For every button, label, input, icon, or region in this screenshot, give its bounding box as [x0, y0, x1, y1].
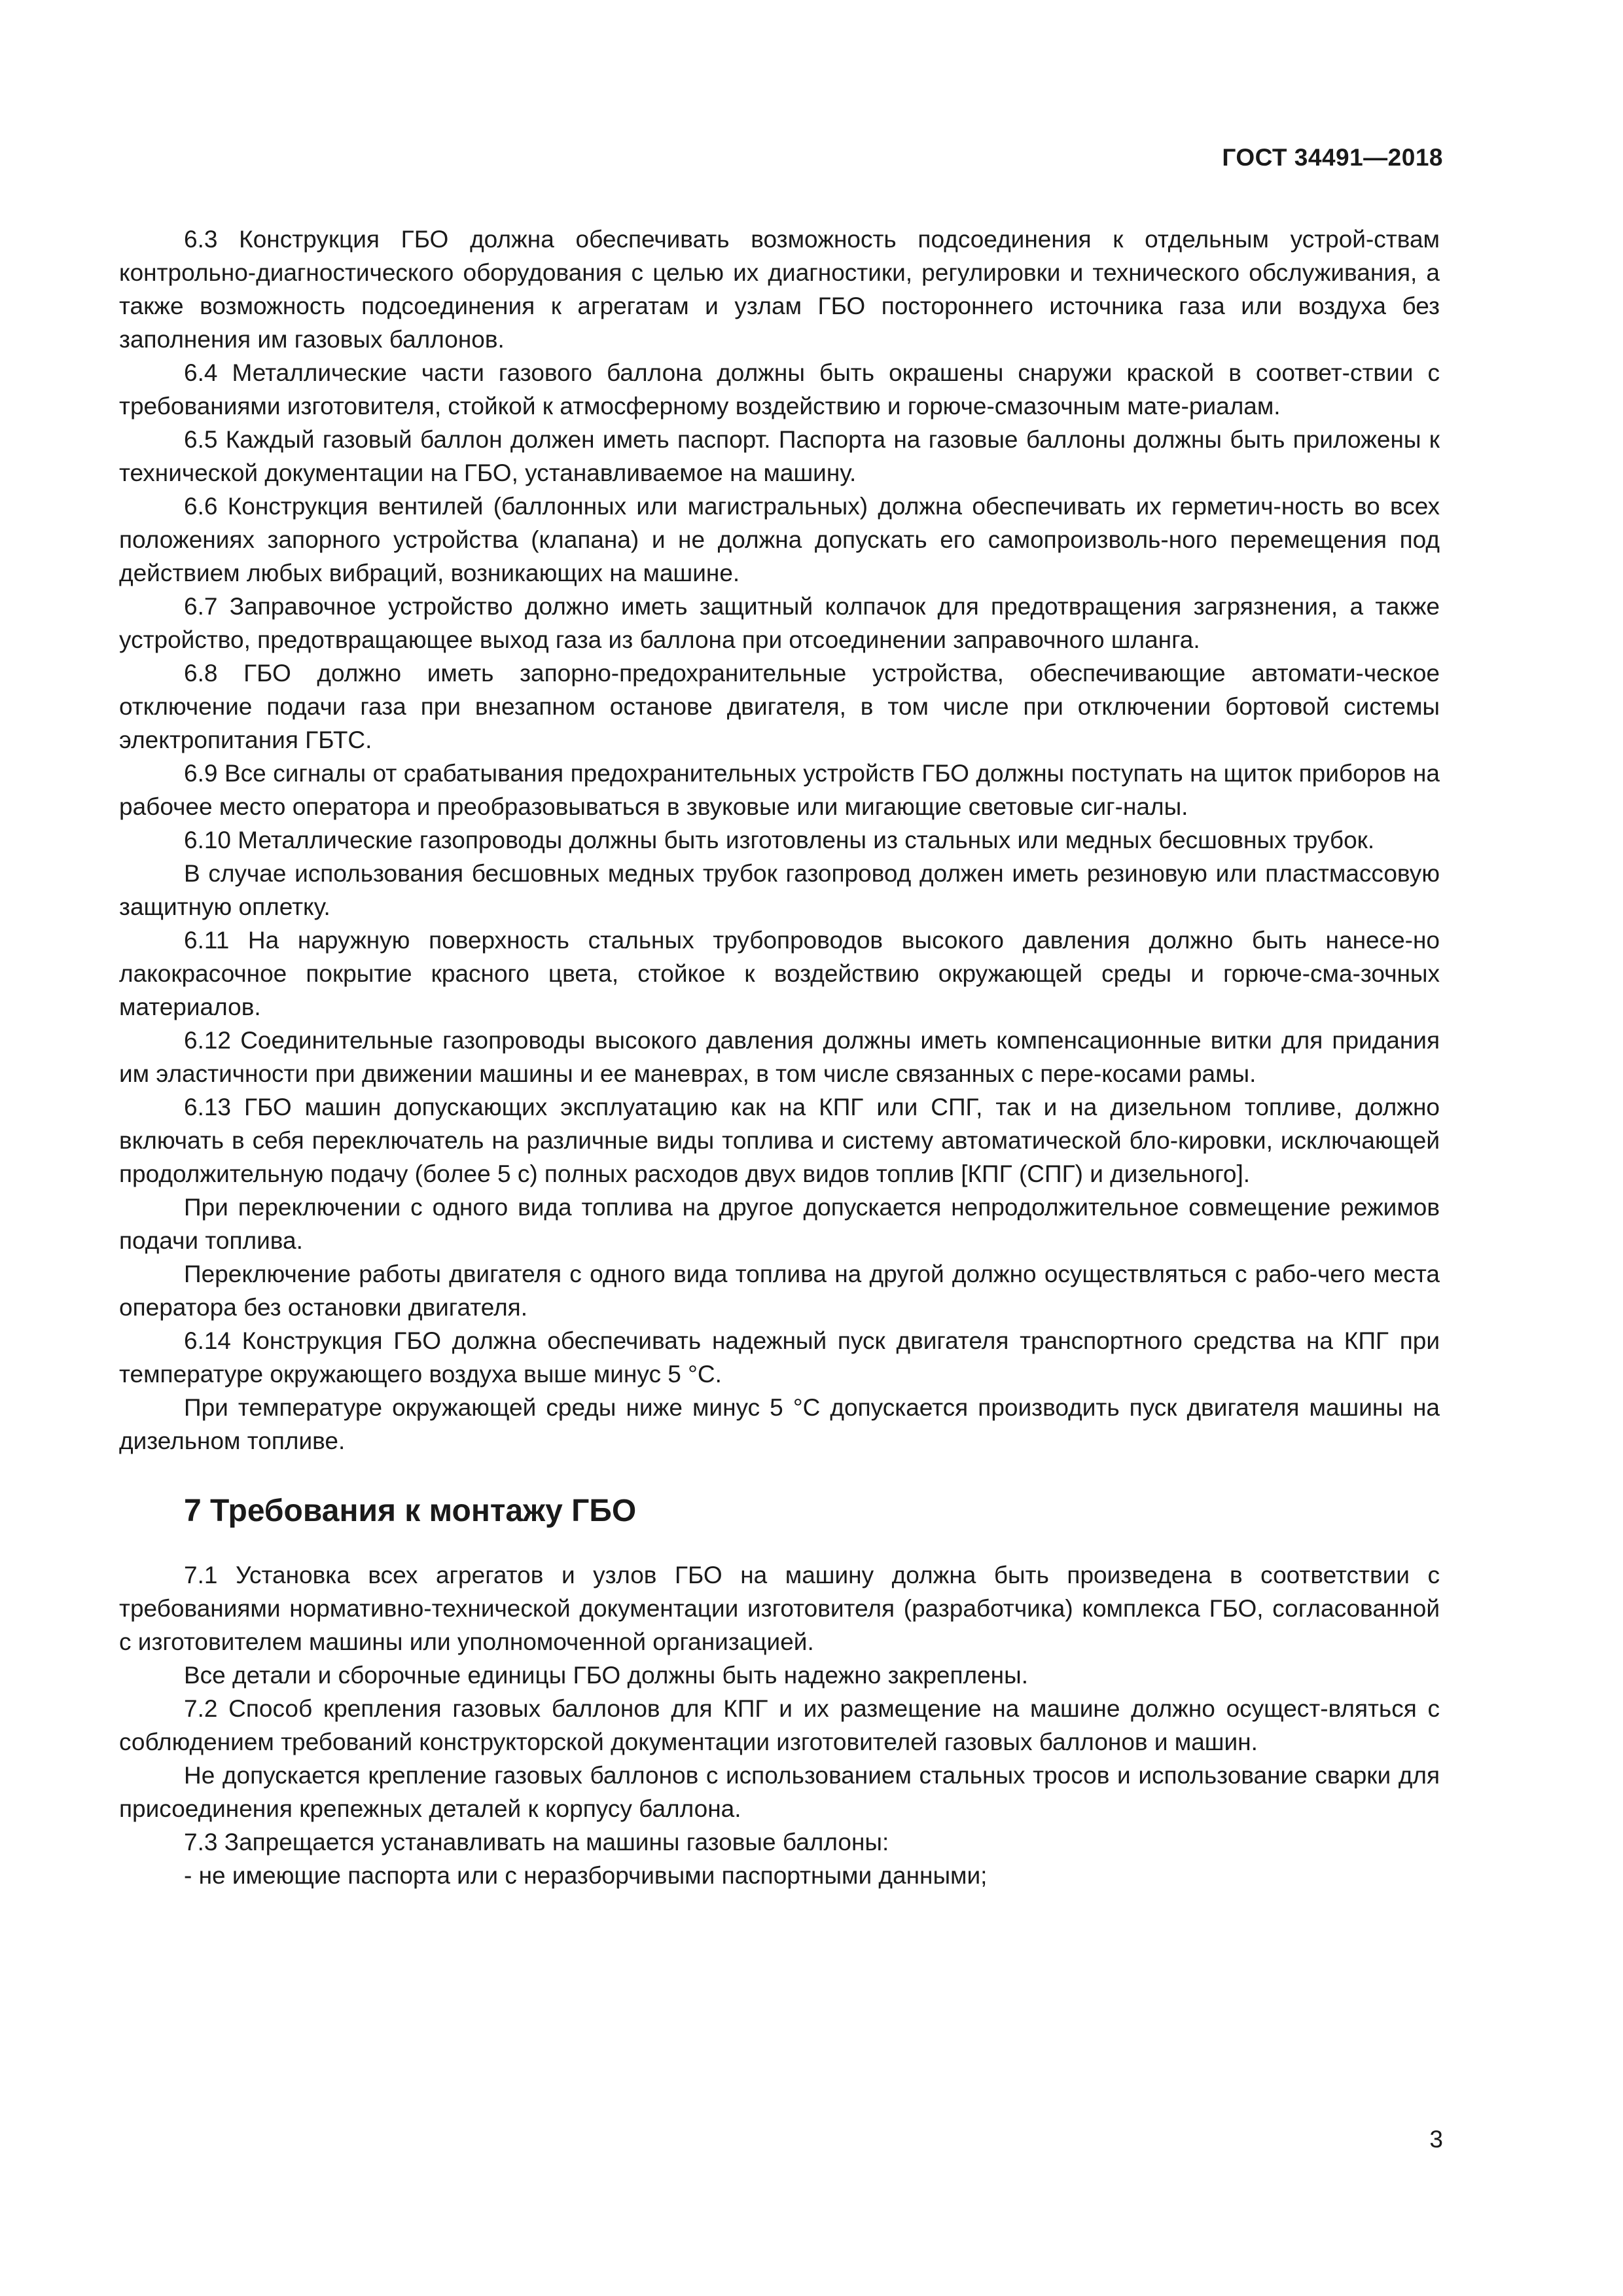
- paragraph-6-8: 6.8 ГБО должно иметь запорно-предохранительные устройства, обеспечивающие автомати-ческое отключение подачи газа при внезапном останове двигателя, в том числе при отключении бортовой системы электропитания ГБТС.: [119, 660, 1447, 753]
- paragraph-6-3: 6.3 Конструкция ГБО должна обеспечивать возможность подсоединения к отдельным устрой-ствам контрольно-диагностического оборудования с целью их диагностики, регулировки и технического обслуживания, а также возможность подсоединения к агрегатам и узлам ГБО постороннего источника газа или воздуха без заполнения им газовых баллонов.: [119, 226, 1447, 353]
- paragraph-7-1: 7.1 Установка всех агрегатов и узлов ГБО на машину должна быть произведена в соответствии с требованиями нормативно-технической документации изготовителя (разработчика) комплекса ГБО, согласованной с изготовителем машины или уполномоченной организацией.: [119, 1562, 1447, 1655]
- list-item-7-3-1: - не имеющие паспорта или с неразборчивыми паспортными данными;: [184, 1862, 988, 1889]
- paragraph-7-1-note: Все детали и сборочные единицы ГБО должны быть надежно закреплены.: [184, 1662, 1028, 1689]
- paragraph-6-13-note-1: При переключении с одного вида топлива на другое допускается непродолжительное совмещение режимов подачи топлива.: [119, 1194, 1447, 1254]
- paragraph-7-3: 7.3 Запрещается устанавливать на машины газовые баллоны:: [184, 1829, 889, 1856]
- paragraph-6-13: 6.13 ГБО машин допускающих эксплуатацию как на КПГ или СПГ, так и на дизельном топливе, должно включать в себя переключатель на различные виды топлива и систему автоматической бло-кировки, исключающей продолжительную подачу (более 5 с) полных расходов двух видов топлив [КПГ (СПГ) и дизельного].: [119, 1094, 1447, 1187]
- section-7-heading: 7 Требования к монтажу ГБО: [184, 1494, 637, 1528]
- paragraph-6-7: 6.7 Заправочное устройство должно иметь защитный колпачок для предотвращения загрязнения, а также устройство, предотвращающее выход газа из баллона при отсоединении заправочного шланга.: [119, 593, 1447, 653]
- page-number: 3: [1429, 2126, 1443, 2153]
- paragraph-7-2-note: Не допускается крепление газовых баллонов с использованием стальных тросов и использование сварки для присоединения крепежных деталей к корпусу баллона.: [119, 1762, 1447, 1822]
- paragraph-6-10: 6.10 Металлические газопроводы должны быть изготовлены из стальных или медных бесшовных трубок.: [184, 827, 1375, 853]
- paragraph-6-13-note-2: Переключение работы двигателя с одного вида топлива на другой должно осуществляться с рабо-чего места оператора без остановки двигателя.: [119, 1261, 1447, 1321]
- paragraph-6-14: 6.14 Конструкция ГБО должна обеспечивать надежный пуск двигателя транспортного средства на КПГ при температуре окружающего воздуха выше минус 5 °С.: [119, 1327, 1447, 1388]
- paragraph-6-4: 6.4 Металлические части газового баллона должны быть окрашены снаружи краской в соответ-ствии с требованиями изготовителя, стойкой к атмосферному воздействию и горюче-смазочным мате-риалам.: [119, 359, 1447, 420]
- paragraph-7-2: 7.2 Способ крепления газовых баллонов для КПГ и их размещение на машине должно осущест-вляться с соблюдением требований конструкторской документации изготовителей газовых баллонов и машин.: [119, 1695, 1447, 1755]
- paragraph-6-14-note: При температуре окружающей среды ниже минус 5 °С допускается производить пуск двигателя машины на дизельном топливе.: [119, 1394, 1447, 1454]
- paragraph-6-5: 6.5 Каждый газовый баллон должен иметь паспорт. Паспорта на газовые баллоны должны быть приложены к технической документации на ГБО, устанавливаемое на машину.: [119, 426, 1447, 486]
- document-body: [119, 223, 1447, 1892]
- paragraph-6-9: 6.9 Все сигналы от срабатывания предохранительных устройств ГБО должны поступать на щиток приборов на рабочее место оператора и преобразовываться в звуковые или мигающие световые сиг-налы.: [119, 760, 1447, 820]
- document-code: ГОСТ 34491—2018: [1222, 144, 1443, 171]
- paragraph-6-12: 6.12 Соединительные газопроводы высокого давления должны иметь компенсационные витки для придания им эластичности при движении машины и ее маневрах, в том числе связанных с пере-косами рамы.: [119, 1027, 1447, 1087]
- paragraph-6-10-note: В случае использования бесшовных медных трубок газопровод должен иметь резиновую или пластмассовую защитную оплетку.: [119, 860, 1447, 920]
- paragraph-6-11: 6.11 На наружную поверхность стальных трубопроводов высокого давления должно быть нанесе-но лакокрасочное покрытие красного цвета, стойкое к воздействию окружающей среды и горюче-сма-зочных материалов.: [119, 927, 1447, 1020]
- paragraph-6-6: 6.6 Конструкция вентилей (баллонных или магистральных) должна обеспечивать их герметич-ность во всех положениях запорного устройства (клапана) и не должна допускать его самопроизволь-ного перемещения под действием любых вибраций, возникающих на машине.: [119, 493, 1447, 586]
